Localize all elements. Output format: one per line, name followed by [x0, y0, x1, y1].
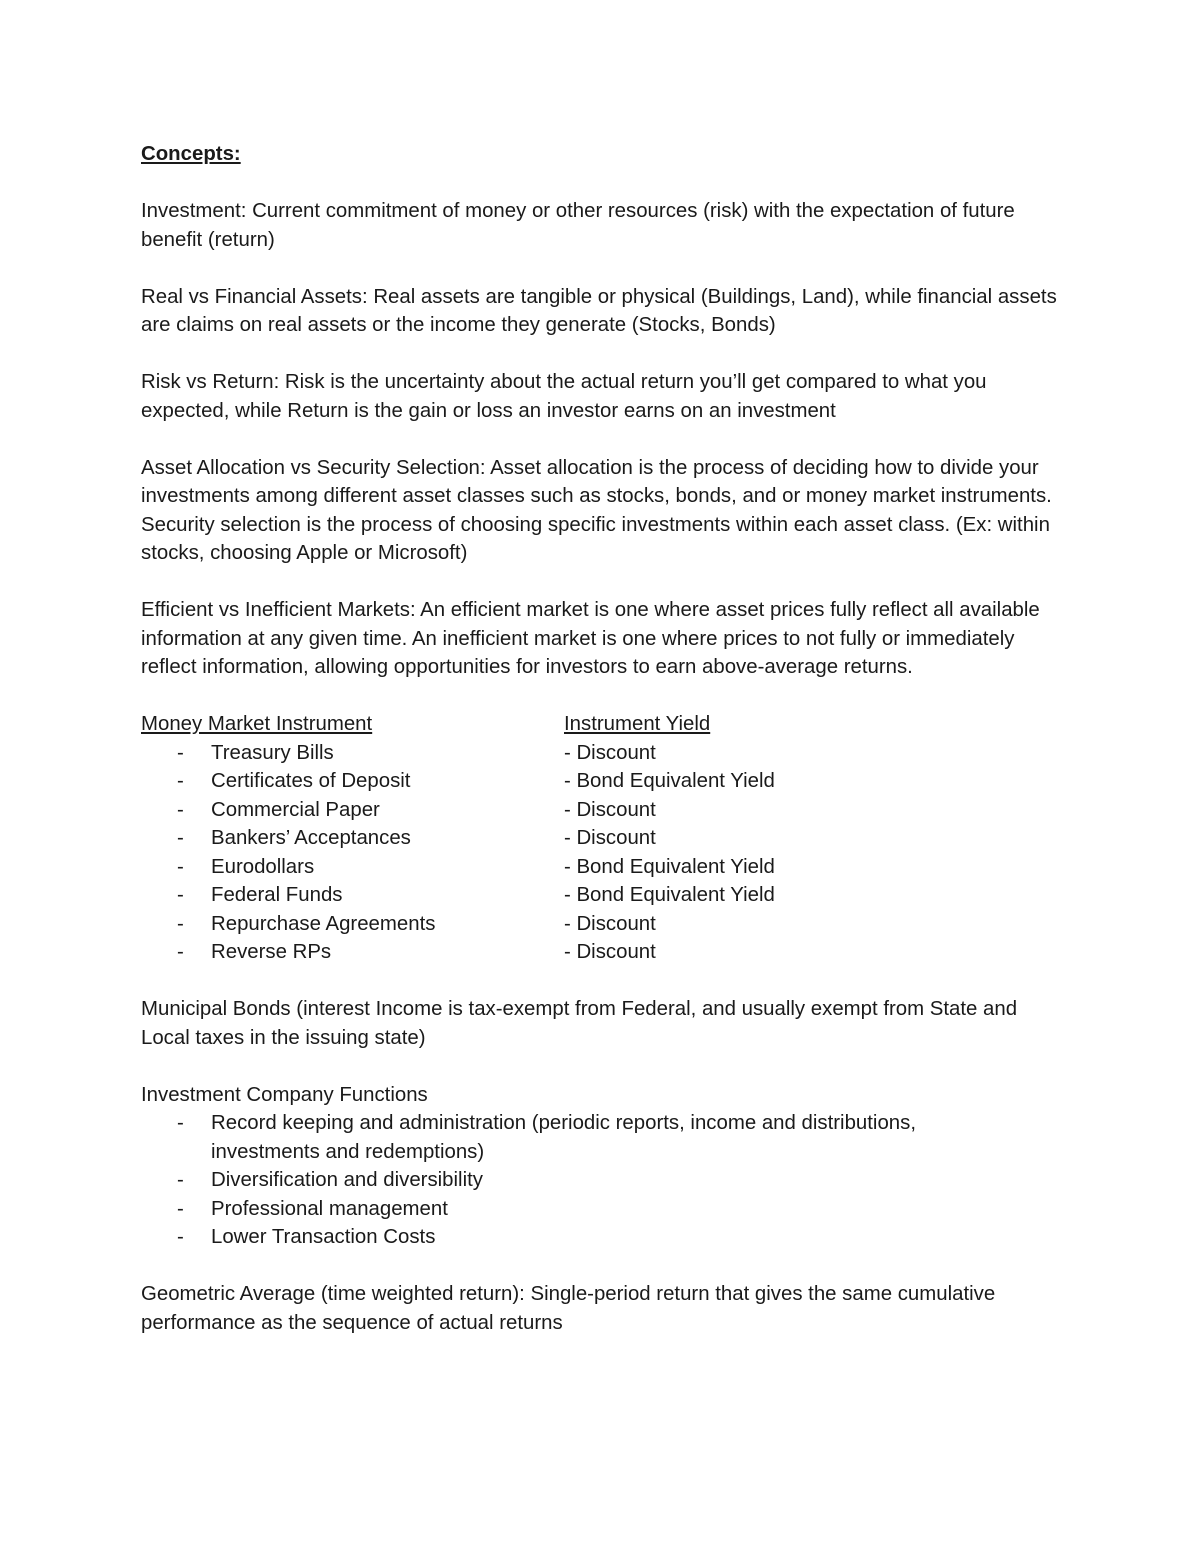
- list-dash: -: [177, 1169, 184, 1191]
- instrument-yield: - Discount: [564, 912, 656, 935]
- instrument-name: Federal Funds: [211, 884, 343, 906]
- risk-vs-return-definition: Risk vs Return: Risk is the uncertainty about the actual return you’ll get compared to what you expected, while Return is the gain or loss an investor earns on an investment: [141, 371, 987, 422]
- instrument-name: Reverse RPs: [211, 941, 332, 963]
- list-item: [141, 1195, 1071, 1224]
- list-dash: -: [177, 798, 184, 821]
- list-dash: -: [177, 1112, 184, 1134]
- list-dash: -: [177, 941, 184, 963]
- instrument-yield: - Discount: [564, 798, 656, 821]
- list-dash: -: [177, 741, 184, 764]
- list-item: [141, 1109, 1071, 1166]
- investment-company-list: [141, 1109, 1071, 1252]
- geometric-average-definition: Geometric Average (time weighted return): Single-period return that gives the same cumulative performance as the sequence of actual returns: [141, 1283, 996, 1334]
- money-market-row: [141, 881, 1071, 910]
- money-market-row: [141, 824, 1071, 853]
- money-market-table: [141, 710, 1071, 967]
- instrument-yield: - Bond Equivalent Yield: [564, 855, 775, 878]
- asset-allocation-definition: Asset Allocation vs Security Selection: Asset allocation is the process of deciding how to divide your investments among different asset classes such as stocks, bonds, and or money market instruments. Security selection is the process of choosing specific investments within each asset class. (Ex: within stocks, choosing Apple or Microsoft): [141, 456, 1052, 564]
- money-market-row: [141, 796, 1071, 825]
- function-text: Record keeping and administration (periodic reports, income and distributions, investments and redemptions): [211, 1112, 916, 1163]
- list-dash: -: [177, 912, 184, 935]
- instrument-yield: - Bond Equivalent Yield: [564, 770, 775, 792]
- instrument-yield: - Discount: [564, 827, 656, 849]
- instrument-name: Eurodollars: [211, 855, 315, 878]
- instrument-yield: - Discount: [564, 741, 656, 764]
- instrument-yield: - Bond Equivalent Yield: [564, 884, 775, 906]
- instrument-name: Commercial Paper: [211, 798, 380, 821]
- list-dash: -: [177, 1226, 184, 1248]
- money-market-header-row: [141, 710, 1071, 739]
- list-item: [141, 1166, 1071, 1195]
- instrument-name: Certificates of Deposit: [211, 770, 411, 792]
- money-market-row: [141, 767, 1071, 796]
- money-market-row: [141, 739, 1071, 768]
- investment-company-title: Investment Company Functions: [141, 1083, 428, 1106]
- document-page: [141, 140, 1071, 1337]
- instrument-yield: - Discount: [564, 941, 656, 963]
- instrument-name: Treasury Bills: [211, 741, 334, 764]
- function-text: Professional management: [211, 1197, 448, 1220]
- instrument-name: Repurchase Agreements: [211, 912, 436, 935]
- money-market-row: [141, 910, 1071, 939]
- list-dash: -: [177, 855, 184, 878]
- list-dash: -: [177, 1197, 184, 1220]
- function-text: Diversification and diversibility: [211, 1169, 483, 1191]
- list-dash: -: [177, 884, 184, 906]
- money-market-row: [141, 938, 1071, 967]
- money-market-instrument-header: Money Market Instrument: [141, 713, 373, 735]
- instrument-yield-header: Instrument Yield: [564, 713, 711, 735]
- list-dash: -: [177, 770, 184, 792]
- list-item: [141, 1223, 1071, 1252]
- investment-definition: Investment: Current commitment of money or other resources (risk) with the expectation of future benefit (return): [141, 200, 1015, 251]
- list-dash: -: [177, 827, 184, 849]
- municipal-bonds-note: Municipal Bonds (interest Income is tax-exempt from Federal, and usually exempt from State and Local taxes in the issuing state): [141, 998, 1018, 1049]
- instrument-name: Bankers’ Acceptances: [211, 827, 411, 849]
- efficient-markets-definition: Efficient vs Inefficient Markets: An efficient market is one where asset prices fully reflect all available information at any given time. An inefficient market is one where prices to not fully or immediately reflect information, allowing opportunities for investors to earn above-average returns.: [141, 599, 1040, 678]
- concepts-heading: Concepts:: [141, 143, 241, 165]
- function-text: Lower Transaction Costs: [211, 1226, 436, 1248]
- real-vs-financial-definition: Real vs Financial Assets: Real assets are tangible or physical (Buildings, Land), while financial assets are claims on real assets or the income they generate (Stocks, Bonds): [141, 285, 1057, 336]
- money-market-row: [141, 853, 1071, 882]
